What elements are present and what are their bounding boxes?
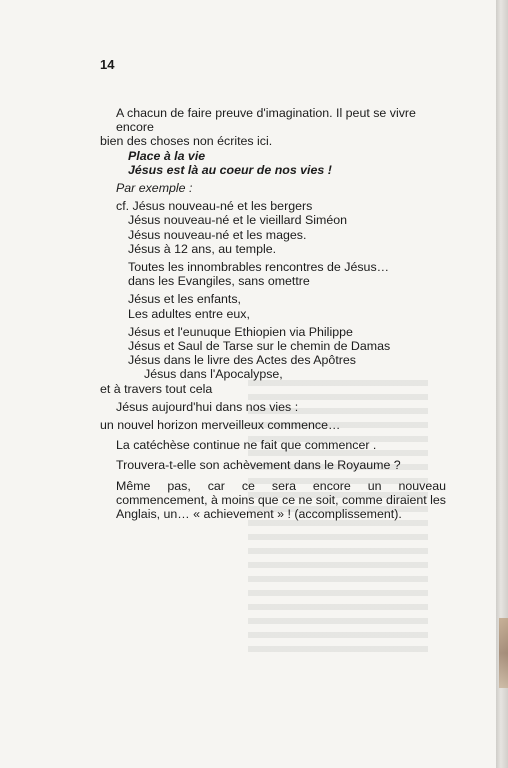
text-line: Place à la vie	[128, 148, 206, 163]
text-line: un nouvel horizon merveilleux commence…	[100, 418, 341, 433]
text-line: Toutes les innombrables rencontres de Jésus…	[128, 260, 390, 275]
text-line: Par exemple :	[116, 181, 193, 196]
text-line: Jésus aujourd'hui dans nos vies :	[116, 399, 299, 414]
text-line: cf. Jésus nouveau-né et les bergers	[116, 199, 313, 214]
page-number: 14	[100, 57, 115, 72]
text-line: Jésus dans le livre des Actes des Apôtres	[128, 353, 356, 368]
text-line: Jésus et Saul de Tarse sur le chemin de Damas	[128, 339, 391, 354]
text-line: bien des choses non écrites ici.	[100, 134, 273, 149]
text-line: et à travers tout cela	[100, 381, 213, 396]
text-line: A chacun de faire preuve d'imagination. Il peut se vivre encore	[116, 106, 416, 135]
text-line: Jésus nouveau-né et les mages.	[128, 227, 307, 242]
text-line: Jésus nouveau-né et le vieillard Siméon	[128, 213, 348, 228]
text-line: Jésus dans l'Apocalypse,	[144, 367, 283, 382]
text-line: Jésus à 12 ans, au temple.	[128, 241, 277, 256]
text-line: Trouvera-t-elle son achèvement dans le Royaume ?	[116, 458, 401, 473]
page-body	[100, 106, 446, 521]
text-line: La catéchèse continue ne fait que commencer .	[116, 438, 377, 453]
closing-paragraph: Même pas, car ce sera encore un nouveau commencement, à moins que ce ne soit, comme diraient les Anglais, un… « achievement » ! (accomplissement).	[116, 478, 446, 522]
text-line: Jésus et l'eunuque Ethiopien via Philippe	[128, 324, 353, 339]
text-line: dans les Evangiles, sans omettre	[128, 274, 310, 289]
text-line: Jésus est là au coeur de nos vies !	[128, 162, 332, 177]
text-line: Jésus et les enfants,	[128, 292, 241, 307]
text-line: Les adultes entre eux,	[128, 306, 250, 321]
edge-stain	[499, 618, 508, 688]
